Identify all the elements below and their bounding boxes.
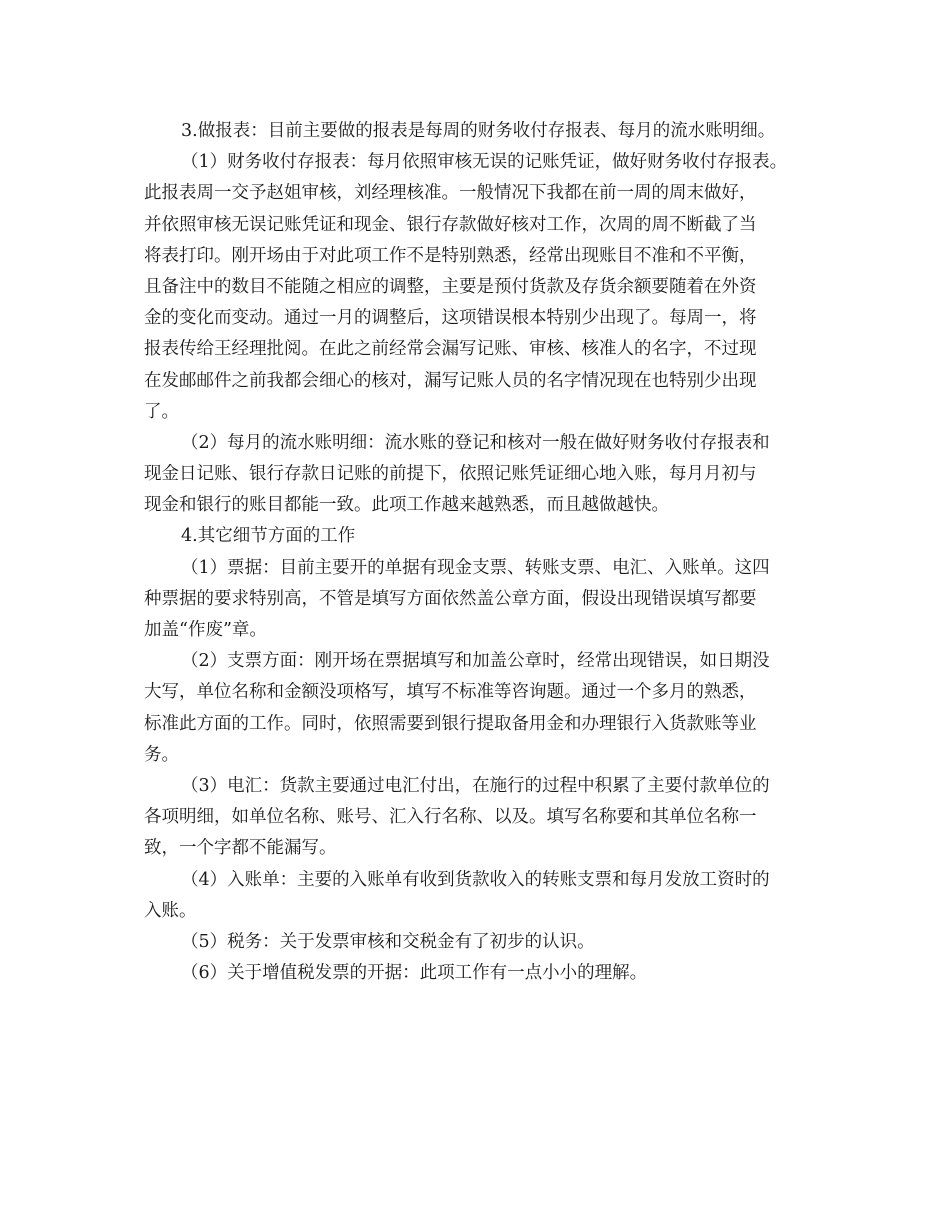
text-line: 入账。 <box>144 900 197 921</box>
text-line: 现金和银行的账目都能一致。此项工作越来越熟悉，而且越做越快。 <box>144 495 669 516</box>
text-line: 3.做报表：目前主要做的报表是每周的财务收付存报表、每月的流水账明细。 <box>181 121 776 141</box>
text-line: 将表打印。刚开场由于对此项工作不是特别熟悉，经常出现账目不准和不平衡， <box>144 245 757 266</box>
text-line: 报表传给王经理批阅。在此之前经常会漏写记账、审核、核准人的名字，不过现 <box>144 339 757 360</box>
text-line: 种票据的要求特别高，不管是填写方面依然盖公章方面，假设出现错误填写都要 <box>144 588 757 609</box>
text-line: （4）入账单：主要的入账单有收到货款收入的转账支票和每月发放工资时的 <box>181 869 770 890</box>
text-line: （5）税务：关于发票审核和交税金有了初步的认识。 <box>181 931 595 952</box>
text-line: 致，一个字都不能漏写。 <box>144 838 337 859</box>
text-line: 此报表周一交予赵姐审核，刘经理核准。一般情况下我都在前一周的周末做好， <box>144 183 757 204</box>
text-line: 各项明细，如单位名称、账号、汇入行名称、以及。填写名称要和其单位名称一 <box>144 807 757 828</box>
text-line: 并依照审核无误记账凭证和现金、银行存款做好核对工作，次周的周不断截了当 <box>144 214 757 235</box>
text-line: （1）票据：目前主要开的单据有现金支票、转账支票、电汇、入账单。这四 <box>181 557 770 578</box>
text-line: 标准此方面的工作。同时，依照需要到银行提取备用金和办理银行入货款账等业 <box>144 713 757 734</box>
text-line: （2）支票方面：刚开场在票据填写和加盖公章时，经常出现错误，如日期没 <box>181 651 770 672</box>
text-line: 了。 <box>144 401 179 422</box>
text-line: （6）关于增值税发票的开据：此项工作有一点小小的理解。 <box>181 963 648 984</box>
text-line: 加盖“作废”章。 <box>144 620 267 640</box>
text-line: （1）财务收付存报表：每月依照审核无误的记账凭证，做好财务收付存报表。 <box>181 152 788 173</box>
text-line: 且备注中的数目不能随之相应的调整，主要是预付货款及存货余额要随着在外资 <box>144 276 757 297</box>
text-line: （2）每月的流水账明细：流水账的登记和核对一般在做好财务收付存报表和 <box>181 432 770 453</box>
text-line: 现金日记账、银行存款日记账的前提下，依照记账凭证细心地入账，每月月初与 <box>144 464 757 485</box>
text-line: 金的变化而变动。通过一月的调整后，这项错误根本特别少出现了。每周一，将 <box>144 308 757 329</box>
text-line: （3）电汇：货款主要通过电汇付出，在施行的过程中积累了主要付款单位的 <box>181 775 770 796</box>
text-line: 大写，单位名称和金额没项格写，填写不标准等咨询题。通过一个多月的熟悉， <box>144 682 757 703</box>
text-line: 在发邮邮件之前我都会细心的核对，漏写记账人员的名字情况现在也特别少出现 <box>144 370 757 391</box>
text-line: 4.其它细节方面的工作 <box>181 526 356 547</box>
document-body <box>144 116 824 989</box>
text-line: 务。 <box>144 744 179 765</box>
